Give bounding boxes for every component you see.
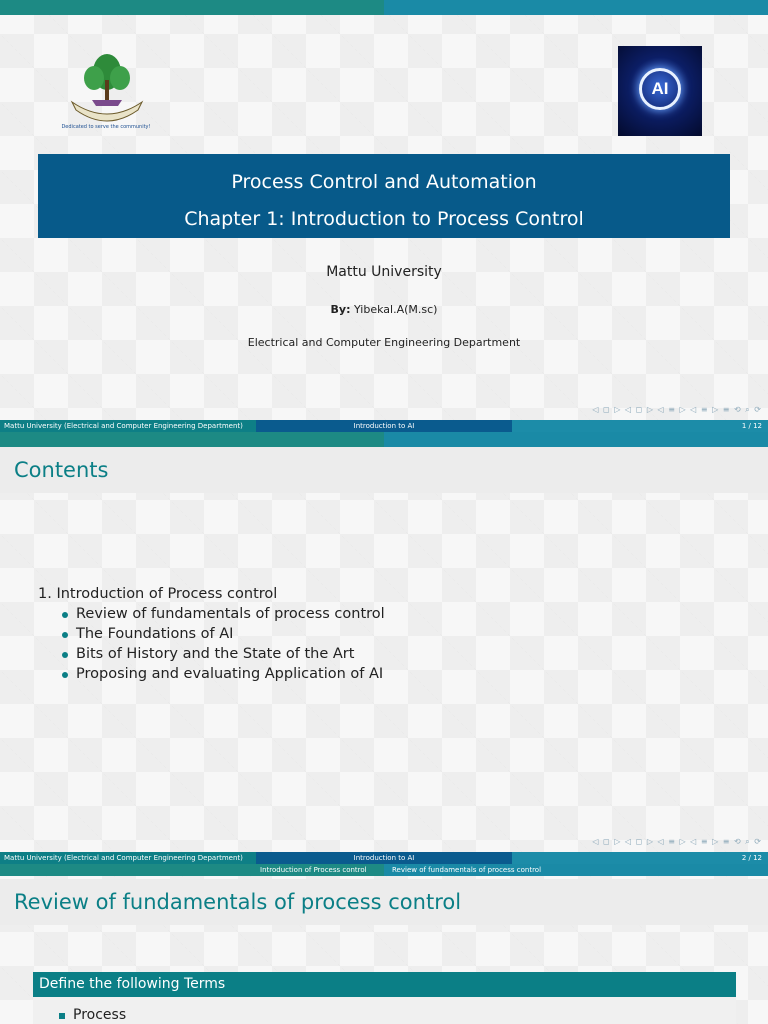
presentation-title: Process Control and Automation bbox=[231, 171, 537, 193]
section-navigation bbox=[0, 864, 768, 876]
frame-title: Review of fundamentals of process control bbox=[0, 879, 768, 925]
beamer-navigation[interactable]: ◁ ◻ ▷ ◁ ◻ ▷ ◁ ≡ ▷ ◁ ≡ ▷ ≡ ⟲ ⌕ ⟳ bbox=[592, 837, 762, 846]
beamer-navigation[interactable]: ◁ ◻ ▷ ◁ ◻ ▷ ◁ ≡ ▷ ◁ ≡ ▷ ≡ ⟲ ⌕ ⟳ bbox=[592, 405, 762, 414]
toc-section[interactable]: 1. Introduction of Process control bbox=[38, 586, 278, 602]
top-bar bbox=[0, 0, 768, 15]
footer-page: 2 / 12 bbox=[512, 852, 768, 864]
footer-title: Introduction to AI bbox=[256, 420, 512, 432]
presentation-subtitle: Chapter 1: Introduction to Process Control bbox=[184, 208, 584, 230]
table-of-contents bbox=[38, 584, 385, 684]
toc-item[interactable]: The Foundations of AI bbox=[60, 624, 385, 644]
department: Electrical and Computer Engineering Department bbox=[247, 336, 521, 349]
footer-author: Mattu University (Electrical and Computer Engineering Department) bbox=[0, 420, 256, 432]
title-box bbox=[38, 154, 730, 238]
footer-author: Mattu University (Electrical and Computer Engineering Department) bbox=[0, 852, 256, 864]
frame-title: Contents bbox=[0, 447, 768, 493]
block-body bbox=[33, 997, 736, 1024]
ai-circle-icon bbox=[639, 68, 681, 110]
slide-title bbox=[0, 0, 768, 432]
ai-logo bbox=[618, 46, 702, 136]
footer bbox=[0, 420, 768, 432]
block-title: Define the following Terms bbox=[33, 972, 736, 997]
footer-title: Introduction to AI bbox=[256, 852, 512, 864]
author-line bbox=[0, 303, 768, 316]
subnav-subsection[interactable]: Review of fundamentals of process control bbox=[392, 866, 542, 874]
top-bar bbox=[0, 432, 768, 447]
institute: Mattu University bbox=[326, 264, 442, 280]
toc-item[interactable]: Proposing and evaluating Application of AI bbox=[60, 664, 385, 684]
term-item: Process bbox=[59, 1007, 126, 1023]
footer-page: 1 / 12 bbox=[512, 420, 768, 432]
toc-item[interactable]: Bits of History and the State of the Art bbox=[60, 644, 385, 664]
toc-item[interactable]: Review of fundamentals of process control bbox=[60, 604, 385, 624]
footer bbox=[0, 852, 768, 864]
ai-logo-text: AI bbox=[651, 79, 669, 98]
toc-subsections bbox=[38, 604, 385, 684]
author: Yibekal.A(M.sc) bbox=[353, 303, 438, 316]
subnav-section[interactable]: Introduction of Process control bbox=[260, 866, 367, 874]
slide-contents bbox=[0, 432, 768, 864]
logo-caption: Dedicated to serve the community! bbox=[61, 124, 151, 130]
by-label: By: bbox=[330, 303, 351, 316]
slide-review bbox=[0, 864, 768, 1024]
